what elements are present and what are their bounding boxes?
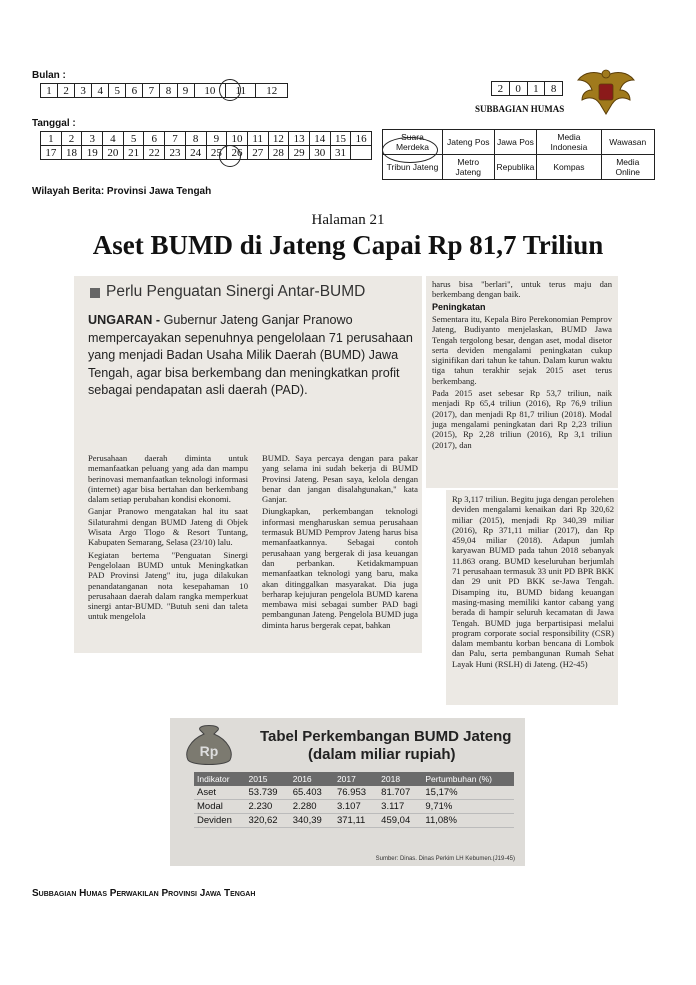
- media-cell: Tribun Jateng: [383, 155, 443, 180]
- media-cell: Republika: [494, 155, 537, 180]
- date-cell: 26: [227, 146, 248, 160]
- table-cell: Aset: [194, 786, 246, 800]
- date-cell: 23: [165, 146, 186, 160]
- clipping-right-top: [426, 276, 618, 488]
- table-header: 2017: [334, 772, 378, 786]
- month-cell: 12: [256, 84, 288, 98]
- table-cell: 459,04: [378, 814, 422, 828]
- date-cell: 4: [103, 132, 124, 146]
- table-cell: 2.230: [246, 800, 290, 814]
- month-cell: 9: [177, 84, 194, 98]
- column-4: [452, 494, 614, 671]
- media-cell: Media Online: [601, 155, 654, 180]
- paragraph: Pada 2015 aset sebesar Rp 53,7 triliun, naik menjadi Rp 65,4 triliun (2016), Rp 76,9 triliun (2017), dan menjadi Rp 81,7 triliun (2018). Modal juga mengalami peningkatan dari Rp 2,23 triliun (2015), Rp 2,28 triliun (2016), Rp 3,1 triliun (2017), dan: [432, 388, 612, 450]
- media-cell: Media Indonesia: [537, 130, 601, 155]
- date-cell: [351, 146, 372, 160]
- month-cell: 10: [194, 84, 226, 98]
- clipping-main: [74, 276, 422, 653]
- date-cell: 1: [41, 132, 62, 146]
- footer: Subbagian Humas Perwakilan Provinsi Jawa Tengah: [32, 888, 256, 899]
- lead-text: Gubernur Jateng Ganjar Pranowo mempercayakan sepenuhnya pengelolaan 71 perusahaan yang menjadi Badan Usaha Milik Daerah (BUMD) Jawa Tengah, agar bisa berkembang dan meningkatkan profit sebagai pendapatan asli daerah (PAD).: [88, 313, 413, 398]
- date-cell: 25: [206, 146, 227, 160]
- column-3-body: [432, 314, 612, 452]
- table-cell: 76.953: [334, 786, 378, 800]
- kicker: Perlu Penguatan Sinergi Antar-BUMD: [106, 283, 366, 300]
- date-cell: 2: [61, 132, 82, 146]
- date-cell: 3: [82, 132, 103, 146]
- table-clipping: [170, 718, 525, 866]
- month-cell: 2: [58, 84, 75, 98]
- year-digit: 1: [527, 82, 545, 96]
- table-cell: 320,62: [246, 814, 290, 828]
- paragraph: Rp 3,117 triliun. Begitu juga dengan perolehen deviden mengalami kenaikan dari Rp 320,62 miliar (2015), menjadi Rp 340,39 miliar (2016), Rp 371,11 miliar (2017), dan Rp 459,04 miliar (2018). Adapun jumlah karyawan BUMD pada tahun 2018 sebanyak 11.863 orang. BUMD keseluruhan berjumlah 71 perusahaan termasuk 33 unit PD BPR BKK dan 29 unit PD BKK se-Jawa Tengah. Disamping itu, BUMD bidang keuangan masing-masing memiliki kantor cabang yang berada di hampir seluruh kecamatan di Jawa Tengah. BUMD juga berpartisipasi melalui program corporate social responsibility (CSR) dalam membantu korban bencana di Lombok dan Palu, serta pembangunan Rumah Sehat Layak Huni (RSLH) di Jateng. (H2-45): [452, 494, 614, 669]
- money-bag-icon: [178, 722, 240, 766]
- table-cell: Deviden: [194, 814, 246, 828]
- paragraph: Diungkapkan, perkembangan teknologi informasi mengharuskan semua perusahaan termasuk BUMD Pemprov Jateng harus bisa memanfaatkannya. Sebagai contoh perusahaan yang bergerak di jasa keuangan dan perbankan. Ketidakmampuan memanfaatkan teknologi yang baru, maka akan ditinggalkan masyarakat. Dia juga berharap kejujuran pengelola BUMD karena membawa misi sebagai sumber PAD bagi pembangunan Jateng. Pengelola BUMD juga diminta harus bergerak cepat, bahkan: [262, 506, 418, 630]
- date-cell: 21: [123, 146, 144, 160]
- table-header: 2016: [290, 772, 334, 786]
- month-circle-mark: [219, 79, 241, 101]
- clipping-right-bottom: [446, 490, 618, 705]
- table-subtitle: (dalam miliar rupiah): [308, 746, 456, 763]
- media-cell: Wawasan: [601, 130, 654, 155]
- date-cell: 6: [144, 132, 165, 146]
- column-1: [88, 453, 248, 624]
- month-cell: 7: [143, 84, 160, 98]
- date-cell: 28: [268, 146, 289, 160]
- table-cell: 65.403: [290, 786, 334, 800]
- year-digit: 2: [492, 82, 510, 96]
- date-cell: 20: [103, 146, 124, 160]
- date-cell: 17: [41, 146, 62, 160]
- date-cell: 18: [61, 146, 82, 160]
- table-header: 2018: [378, 772, 422, 786]
- table-row: [194, 786, 514, 800]
- media-cell: Jawa Pos: [494, 130, 537, 155]
- year-digit: 8: [545, 82, 563, 96]
- table-title: Tabel Perkembangan BUMD Jateng: [260, 728, 512, 745]
- table-cell: 3.117: [378, 800, 422, 814]
- date-cell: 5: [123, 132, 144, 146]
- table-cell: 9,71%: [422, 800, 514, 814]
- year-box: [491, 81, 563, 96]
- table-cell: 15,17%: [422, 786, 514, 800]
- lead-paragraph: [88, 312, 414, 400]
- bumd-table: [194, 772, 514, 828]
- date-cell: 7: [165, 132, 186, 146]
- headline: Aset BUMD di Jateng Capai Rp 81,7 Triliun: [92, 230, 604, 260]
- date-cell: 22: [144, 146, 165, 160]
- media-cell: Kompas: [537, 155, 601, 180]
- table-cell: 371,11: [334, 814, 378, 828]
- page-number: Halaman 21: [311, 212, 385, 228]
- table-source: Sumber: Dinas. Dinas Perkim LH Kebumen.(J19-45): [375, 856, 515, 862]
- month-cell: 3: [75, 84, 92, 98]
- date-cell: 14: [309, 132, 330, 146]
- date-cell: 13: [289, 132, 310, 146]
- paragraph: Sementara itu, Kepala Biro Perekonomian Pemprov Jateng, Budiyanto menjelaskan, BUMD Jawa Tengah tergolong besar, dengan aset, modal disetor serta deviden mengalami peningkatan cukup siginifikan dari tahun ke tahun. Dalam kurun waktu tiga tahun terakhir sejak 2015 aset terus berkembang.: [432, 314, 612, 386]
- month-grid: [40, 83, 288, 98]
- dateline: UNGARAN -: [88, 313, 161, 327]
- month-cell: 4: [92, 84, 109, 98]
- column-2: [262, 453, 418, 632]
- subhead-peningkatan: Peningkatan: [432, 302, 486, 312]
- month-cell: 8: [160, 84, 177, 98]
- month-cell: 6: [126, 84, 143, 98]
- date-cell: 10: [227, 132, 248, 146]
- month-cell: 5: [109, 84, 126, 98]
- date-cell: 31: [330, 146, 351, 160]
- table-cell: Modal: [194, 800, 246, 814]
- paragraph: BUMD. Saya percaya dengan para pakar yang selama ini sudah bekerja di BUMD Provinsi Jateng. Pesan saya, kelola dengan benar dan jangan disalahgunakan," kata Ganjar.: [262, 453, 418, 505]
- month-cell: 1: [41, 84, 58, 98]
- table-cell: 11,08%: [422, 814, 514, 828]
- date-circle-mark: [219, 145, 241, 167]
- table-header: Pertumbuhan (%): [422, 772, 514, 786]
- garuda-emblem: [576, 66, 636, 118]
- column-3-top: [432, 279, 612, 302]
- date-cell: 16: [351, 132, 372, 146]
- date-cell: 15: [330, 132, 351, 146]
- media-cell: Metro Jateng: [442, 155, 494, 180]
- table-cell: 340,39: [290, 814, 334, 828]
- paragraph: Ganjar Pranowo mengatakan hal itu saat Silaturahmi dengan BUMD Jateng di Objek Wisata Argo Tlogo & Resort Tuntang, Kabupaten Semarang, Selasa (23/10) lalu.: [88, 506, 248, 548]
- date-cell: 12: [268, 132, 289, 146]
- table-row: [194, 800, 514, 814]
- month-cell: 11: [226, 84, 256, 98]
- bulan-label: Bulan :: [32, 70, 66, 81]
- year-digit: 0: [509, 82, 527, 96]
- paragraph: Perusahaan daerah diminta untuk memanfaatkan peluang yang ada dan mampu berinovasi memanfaatkan teknologi informasi (internet) agar bisa bertahan dan berkembang dalam setiap perubahan kondisi ekonomi.: [88, 453, 248, 505]
- date-cell: 24: [185, 146, 206, 160]
- table-row: [194, 814, 514, 828]
- table-cell: 2.280: [290, 800, 334, 814]
- table-cell: 81.707: [378, 786, 422, 800]
- kicker-bullet: [90, 288, 100, 298]
- paragraph: harus bisa "berlari", untuk terus maju dan berkembang dengan baik.: [432, 279, 612, 300]
- tanggal-label: Tanggal :: [32, 118, 76, 129]
- date-cell: 11: [247, 132, 268, 146]
- date-cell: 8: [185, 132, 206, 146]
- date-cell: 27: [247, 146, 268, 160]
- media-circle-mark: [382, 137, 438, 163]
- table-cell: 53.739: [246, 786, 290, 800]
- table-header: Indikator: [194, 772, 246, 786]
- paragraph: Kegiatan bertema "Penguatan Sinergi Pengelolaan BUMD untuk Meningkatkan PAD Provinsi Jateng" itu, juga dilakukan penandatanganan nota kesepahaman 10 perusahaan daerah dalam rangka memperkuat sinergi antar-BUMD. "Butuh seni dan taleta untuk mengelola: [88, 549, 248, 622]
- subbagian-label: SUBBAGIAN HUMAS: [475, 104, 565, 114]
- media-cell: Jateng Pos: [442, 130, 494, 155]
- date-cell: 19: [82, 146, 103, 160]
- media-cell: Suara Merdeka: [383, 130, 443, 155]
- date-grid: [40, 131, 372, 160]
- svg-text:Rp: Rp: [199, 743, 219, 759]
- date-cell: 30: [309, 146, 330, 160]
- wilayah-berita: Wilayah Berita: Provinsi Jawa Tengah: [32, 186, 212, 197]
- date-cell: 9: [206, 132, 227, 146]
- date-cell: 29: [289, 146, 310, 160]
- table-header: 2015: [246, 772, 290, 786]
- table-cell: 3.107: [334, 800, 378, 814]
